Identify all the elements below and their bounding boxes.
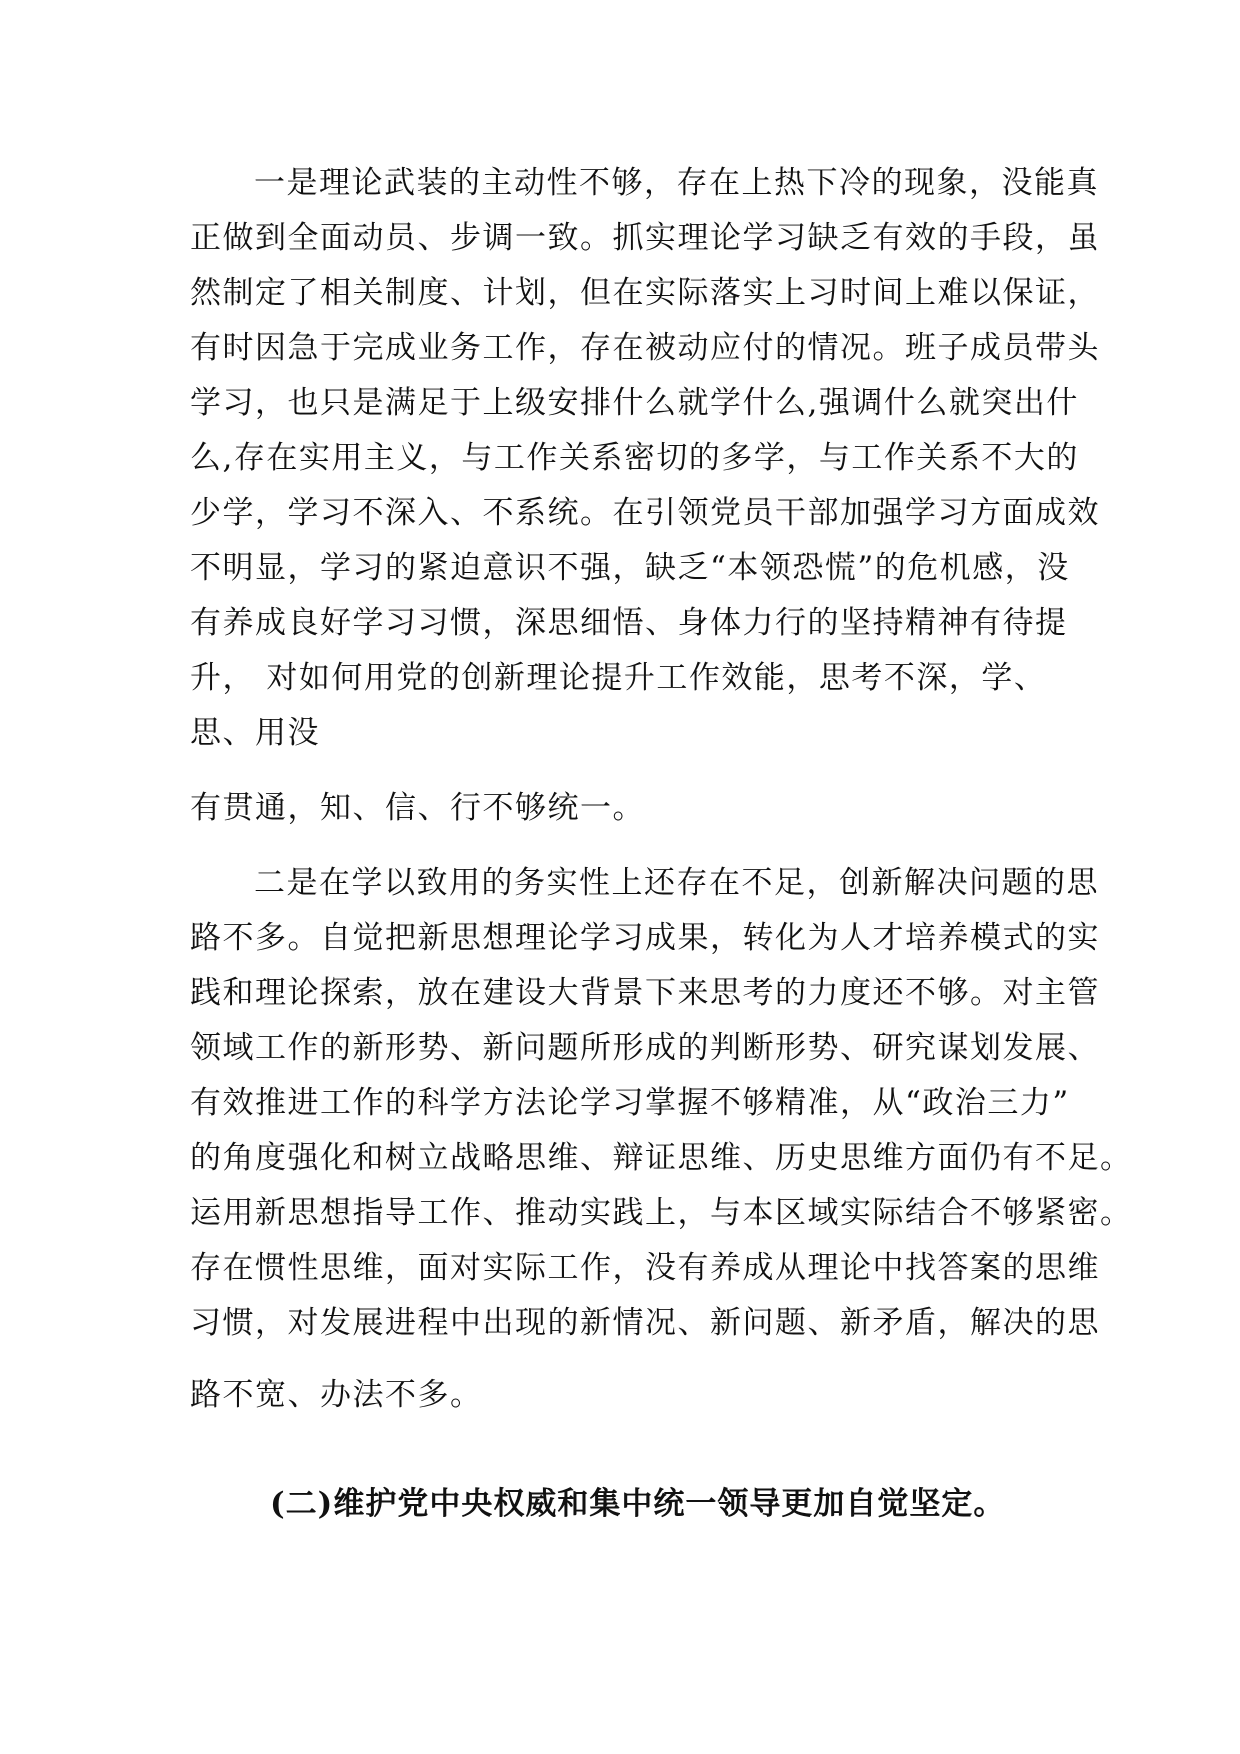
- paragraph-line: 路不多。自觉把新思想理论学习成果，转化为人才培养模式的实: [190, 920, 1100, 956]
- section-heading: (二)维护党中央权威和集中统一领导更加自觉坚定。: [270, 1486, 1006, 1522]
- paragraph-line: 践和理论探索，放在建设大背景下来思考的力度还不够。对主管: [190, 975, 1100, 1011]
- paragraph-line: 学习，也只是满足于上级安排什么就学什么,强调什么就突出什: [190, 385, 1079, 421]
- paragraph-line: 正做到全面动员、步调一致。抓实理论学习缺乏有效的手段，虽: [190, 220, 1100, 256]
- paragraph-line: 存在惯性思维，面对实际工作，没有养成从理论中找答案的思维: [190, 1250, 1100, 1286]
- paragraph-line: 然制定了相关制度、计划，但在实际落实上习时间上难以保证，: [190, 275, 1100, 311]
- paragraph-line: 路不宽、办法不多。: [190, 1377, 483, 1413]
- paragraph-line: 有时因急于完成业务工作，存在被动应付的情况。班子成员带头: [190, 330, 1100, 366]
- paragraph-line: 领域工作的新形势、新问题所形成的判断形势、研究谋划发展、: [190, 1030, 1100, 1066]
- paragraph-line: 一是理论武装的主动性不够，存在上热下冷的现象，没能真: [254, 165, 1099, 201]
- paragraph-line: 运用新思想指导工作、推动实践上，与本区域实际结合不够紧密。: [190, 1195, 1133, 1231]
- paragraph-line: 思、用没: [190, 715, 320, 751]
- paragraph-line: 二是在学以致用的务实性上还存在不足，创新解决问题的思: [254, 865, 1099, 901]
- paragraph-line: 有效推进工作的科学方法论学习掌握不够精准，从“政治三力”: [190, 1085, 1070, 1121]
- paragraph-line: 有贯通，知、信、行不够统一。: [190, 790, 645, 826]
- paragraph-line: 升， 对如何用党的创新理论提升工作效能，思考不深，学、: [190, 660, 1047, 696]
- paragraph-line: 么,存在实用主义，与工作关系密切的多学，与工作关系不大的: [190, 440, 1079, 476]
- paragraph-line: 少学，学习不深入、不系统。在引领党员干部加强学习方面成效: [190, 495, 1100, 531]
- paragraph-line: 有养成良好学习习惯，深思细悟、身体力行的坚持精神有待提: [190, 605, 1068, 641]
- paragraph-line: 的角度强化和树立战略思维、辩证思维、历史思维方面仍有不足。: [190, 1140, 1133, 1176]
- paragraph-line: 不明显，学习的紧迫意识不强，缺乏“本领恐慌”的危机感，没: [190, 550, 1070, 586]
- paragraph-line: 习惯，对发展进程中出现的新情况、新问题、新矛盾，解决的思: [190, 1305, 1100, 1341]
